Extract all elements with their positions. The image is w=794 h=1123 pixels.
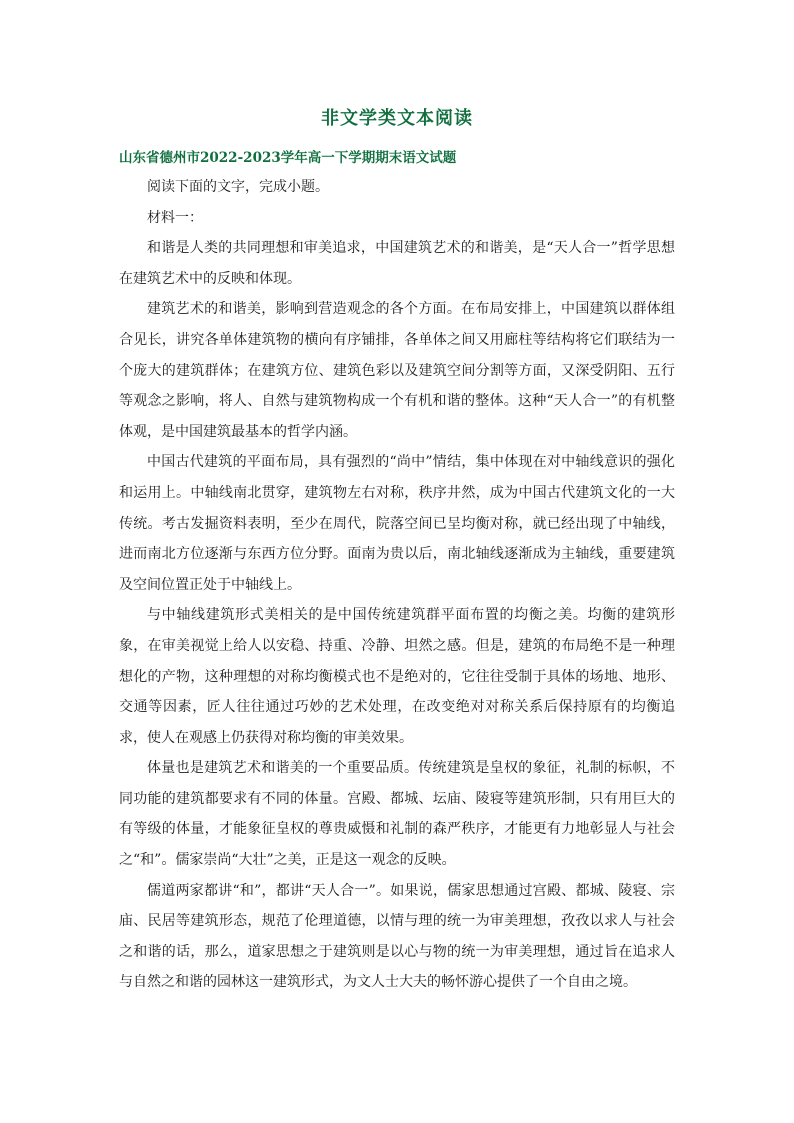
passage-paragraph: 中国古代建筑的平面布局，具有强烈的“尚中”情结，集中体现在对中轴线意识的强化和运用上。中轴线南北贯穿，建筑物左右对称，秩序井然，成为中国古代建筑文化的一大传统。考古发掘资料表明，至少在周代，院落空间已呈均衡对称，就已经出现了中轴线，进而南北方位逐渐与东西方位分野。面南为贵以后，南北轴线逐渐成为主轴线，重要建筑及空间位置正处于中轴线上。 <box>119 454 675 593</box>
exam-source: 山东省德州市2022-2023学年高一下学期期末语文试题 <box>119 150 457 166</box>
reading-passage <box>119 172 675 998</box>
material-label: 材料一： <box>147 209 203 226</box>
passage-paragraph: 儒道两家都讲“和”，都讲“天人合一”。如果说，儒家思想通过宫殿、都城、陵寝、宗庙、民居等建筑形态，规范了伦理道德，以情与理的统一为审美理想，孜孜以求人与社会之和谐的话，那么，道家思想之于建筑则是以心与物的统一为审美理想，通过旨在追求人与自然之和谐的园林这一建筑形式，为文人士大夫的畅怀游心提供了一个自由之境。 <box>119 882 675 991</box>
passage-paragraph: 体量也是建筑艺术和谐美的一个重要品质。传统建筑是皇权的象征，礼制的标帜，不同功能的建筑都要求有不同的体量。宫殿、都城、坛庙、陵寝等建筑形制，只有用巨大的有等级的体量，才能象征皇权的尊贵威慑和礼制的森严秩序，才能更有力地彰显人与社会之“和”。儒家崇尚“大壮”之美，正是这一观念的反映。 <box>119 760 675 869</box>
page-title: 非文学类文本阅读 <box>321 108 473 129</box>
instruction-paragraph: 阅读下面的文字，完成小题。 <box>147 179 329 195</box>
passage-paragraph: 建筑艺术的和谐美，影响到营造观念的各个方面。在布局安排上，中国建筑以群体组合见长，讲究各单体建筑物的横向有序铺排，各单体之间又用廊柱等结构将它们联结为一个庞大的建筑群体；在建筑方位、建筑色彩以及建筑空间分割等方面，又深受阴阳、五行等观念之影响，将人、自然与建筑物构成一个有机和谐的整体。这种“天人合一”的有机整体观，是中国建筑最基本的哲学内涵。 <box>119 301 675 440</box>
passage-paragraph: 和谐是人类的共同理想和审美追求，中国建筑艺术的和谐美，是“天人合一”哲学思想在建筑艺术中的反映和体现。 <box>119 240 675 287</box>
passage-paragraph: 与中轴线建筑形式美相关的是中国传统建筑群平面布置的均衡之美。均衡的建筑形象，在审美视觉上给人以安稳、持重、冷静、坦然之感。但是，建筑的布局绝不是一种理想化的产物，这种理想的对称均衡模式也不是绝对的，它往往受制于具体的场地、地形、交通等因素，匠人往往通过巧妙的艺术处理，在改变绝对对称关系后保持原有的均衡追求，使人在观感上仍获得对称均衡的审美效果。 <box>119 607 675 746</box>
